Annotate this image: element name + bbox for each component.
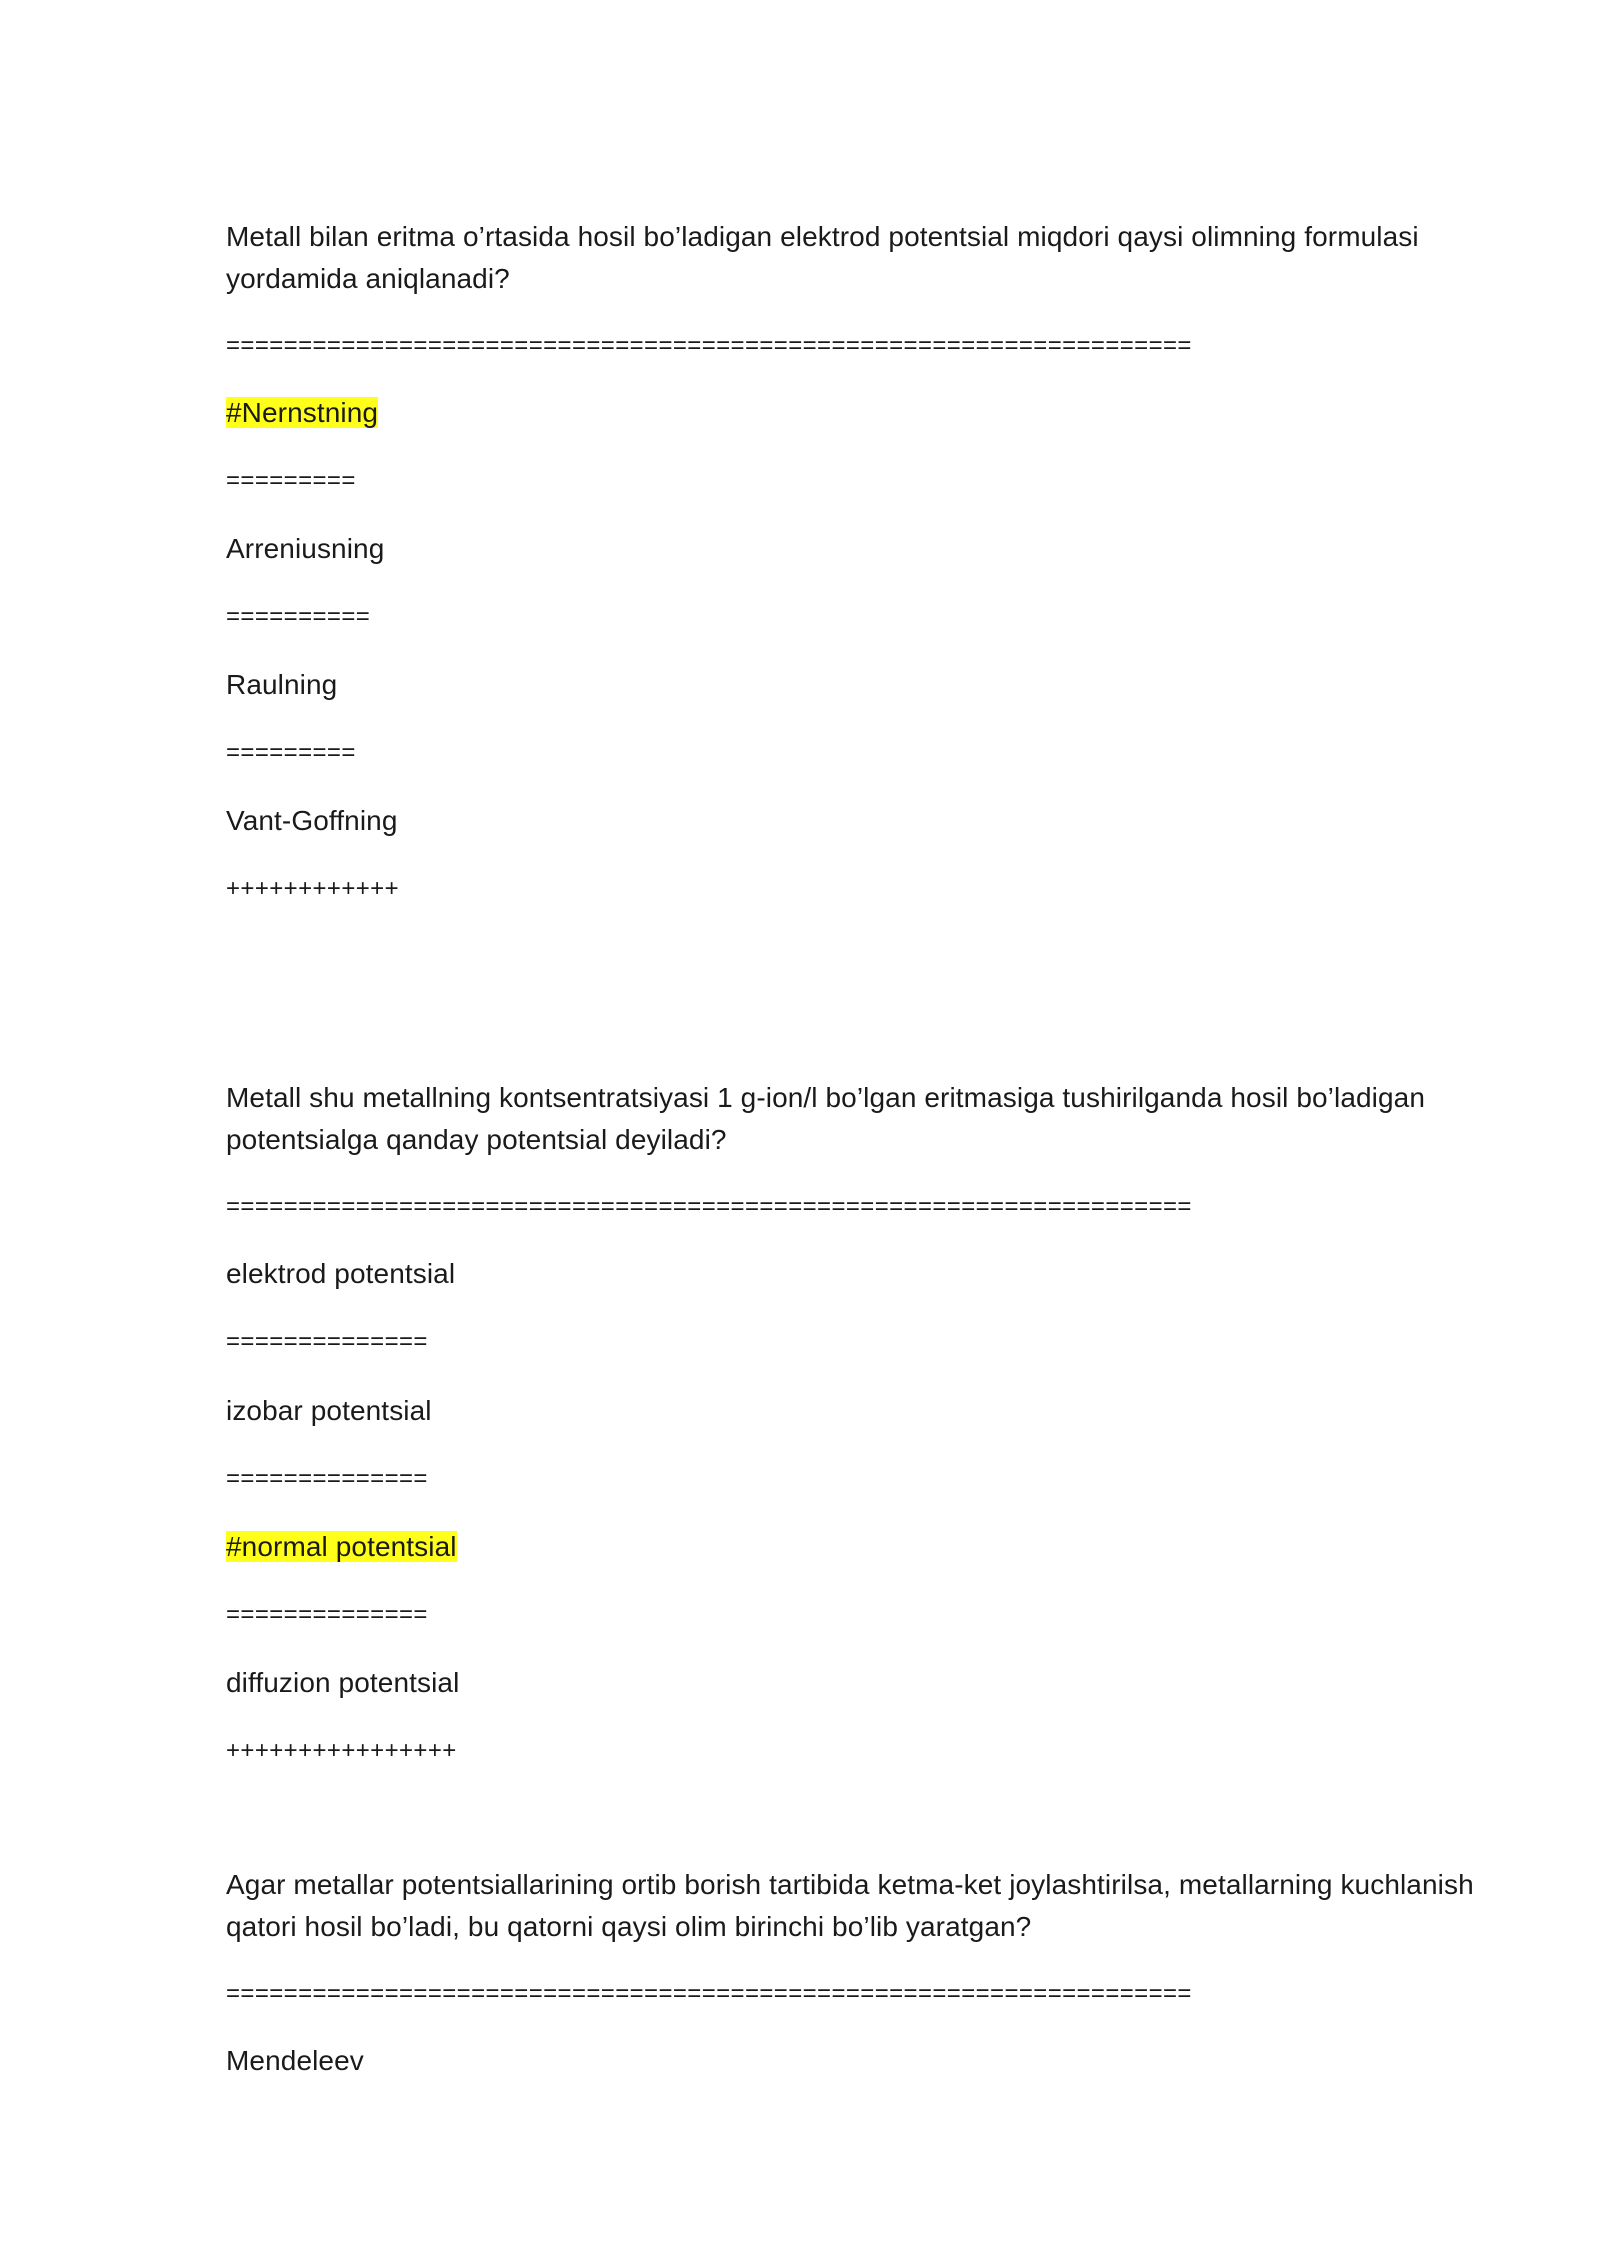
question-1-line-1: Metall bilan eritma o’rtasida hosil bo’ladigan elektrod potentsial miqdori qaysi olimning formulasi	[226, 221, 1419, 252]
answer-1-3: Raulning	[226, 669, 338, 700]
question-3-line-2: qatori hosil bo’ladi, bu qatorni qaysi olim birinchi bo’lib yaratgan?	[226, 1911, 1032, 1942]
answer-separator: =========	[226, 739, 356, 766]
question-1-divider: ===================================================================	[226, 332, 1192, 359]
answer-3-1: Mendeleev	[226, 2045, 364, 2076]
answer-2-1: elektrod potentsial	[226, 1258, 456, 1289]
correct-answer-highlight: #Nernstning	[226, 397, 379, 428]
question-3-divider: ===================================================================	[226, 1980, 1192, 2007]
answer-separator: =========	[226, 467, 356, 494]
question-end-marker: ++++++++++++++++	[226, 1737, 457, 1764]
answer-separator: ==============	[226, 1601, 428, 1628]
answer-2-4: diffuzion potentsial	[226, 1667, 460, 1698]
question-3-line-1: Agar metallar potentsiallarining ortib borish tartibida ketma-ket joylashtirilsa, metallarning kuchlanish	[226, 1869, 1474, 1900]
answer-separator: ==============	[226, 1328, 428, 1355]
answer-1-4: Vant-Goffning	[226, 805, 398, 836]
answer-1-1	[226, 392, 378, 434]
answer-separator: ==============	[226, 1465, 428, 1492]
question-2-divider: ===================================================================	[226, 1193, 1192, 1220]
question-2-line-1: Metall shu metallning kontsentratsiyasi 1 g-ion/l bo’lgan eritmasiga tushirilganda hosil bo’ladigan	[226, 1082, 1426, 1113]
question-2-line-2: potentsialga qanday potentsial deyiladi?	[226, 1124, 727, 1155]
question-end-marker: ++++++++++++	[226, 875, 399, 902]
correct-answer-highlight: #normal potentsial	[226, 1531, 457, 1562]
answer-separator: ==========	[226, 603, 371, 630]
answer-2-3	[226, 1526, 457, 1568]
answer-2-2: izobar potentsial	[226, 1395, 432, 1426]
question-1-line-2: yordamida aniqlanadi?	[226, 263, 510, 294]
answer-1-2: Arreniusning	[226, 533, 385, 564]
